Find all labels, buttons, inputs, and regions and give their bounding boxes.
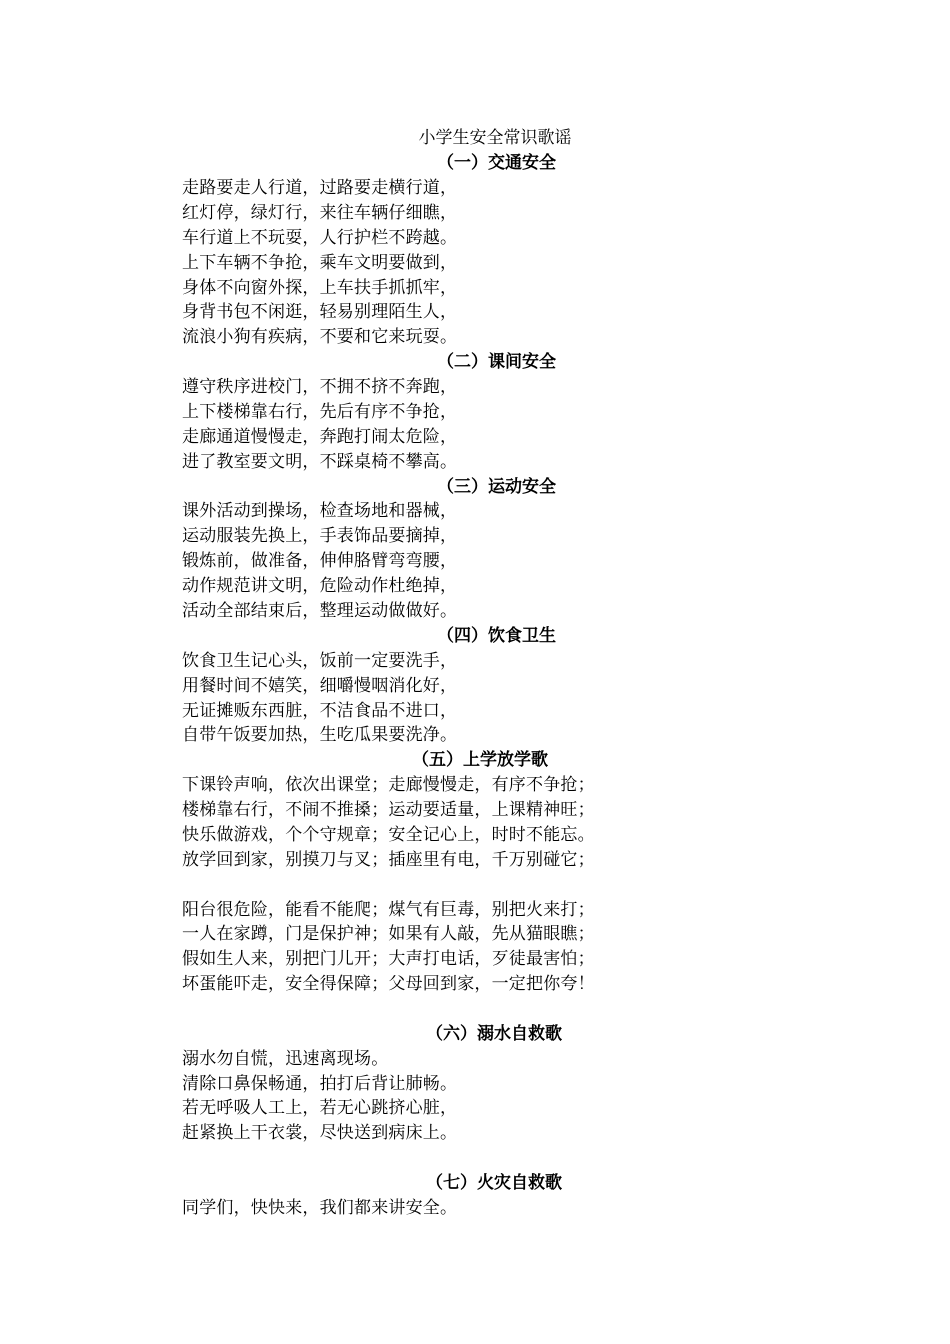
poem-line: 动作规范讲文明，危险动作杜绝掉， [182, 576, 458, 596]
poem-line: 饮食卫生记心头，饭前一定要洗手， [182, 651, 458, 671]
section-heading-sports: （三）运动安全 [437, 477, 556, 497]
poem-line: 楼梯靠右行，不闹不推搡；运动要适量，上课精神旺； [182, 800, 595, 820]
section-heading-school-commute: （五）上学放学歌 [412, 750, 548, 770]
poem-line: 溺水勿自慌，迅速离现场。 [182, 1049, 389, 1069]
poem-line: 红灯停，绿灯行，来往车辆仔细瞧， [182, 203, 458, 223]
section-heading-drowning: （六）溺水自救歌 [426, 1024, 562, 1044]
poem-line: 清除口鼻保畅通，拍打后背让肺畅。 [182, 1074, 458, 1094]
poem-line: 走路要走人行道，过路要走横行道， [182, 178, 458, 198]
poem-line: 上下车辆不争抢，乘车文明要做到， [182, 253, 458, 273]
poem-line: 课外活动到操场，检查场地和器械， [182, 501, 458, 521]
poem-line: 赶紧换上干衣裳，尽快送到病床上。 [182, 1123, 458, 1143]
poem-line: 流浪小狗有疾病，不要和它来玩耍。 [182, 327, 458, 347]
section-heading-food: （四）饮食卫生 [437, 626, 556, 646]
poem-line: 遵守秩序进校门，不拥不挤不奔跑， [182, 377, 458, 397]
document-title: 小学生安全常识歌谣 [418, 128, 572, 148]
poem-line: 一人在家蹲，门是保护神；如果有人敲，先从猫眼瞧； [182, 924, 595, 944]
poem-line: 坏蛋能吓走，安全得保障；父母回到家，一定把你夸！ [182, 974, 595, 994]
poem-line: 自带午饭要加热，生吃瓜果要洗净。 [182, 725, 458, 745]
poem-line: 同学们，快快来，我们都来讲安全。 [182, 1198, 458, 1218]
poem-line: 放学回到家，别摸刀与叉；插座里有电，千万别碰它； [182, 850, 595, 870]
poem-line: 快乐做游戏，个个守规章；安全记心上，时时不能忘。 [182, 825, 595, 845]
poem-line: 若无呼吸人工上，若无心跳挤心脏， [182, 1098, 458, 1118]
poem-line: 假如生人来，别把门儿开；大声打电话，歹徒最害怕； [182, 949, 595, 969]
poem-line: 锻炼前，做准备，伸伸胳臂弯弯腰， [182, 551, 458, 571]
poem-line: 进了教室要文明，不踩桌椅不攀高。 [182, 452, 458, 472]
poem-line: 车行道上不玩耍，人行护栏不跨越。 [182, 228, 458, 248]
section-heading-traffic: （一）交通安全 [437, 153, 556, 173]
poem-line: 阳台很危险，能看不能爬；煤气有巨毒，别把火来打； [182, 900, 595, 920]
poem-line: 走廊通道慢慢走，奔跑打闹太危险， [182, 427, 458, 447]
poem-line: 无证摊贩东西脏，不洁食品不进口， [182, 701, 458, 721]
poem-line: 身体不向窗外探，上车扶手抓抓牢， [182, 278, 458, 298]
poem-line: 身背书包不闲逛，轻易别理陌生人， [182, 302, 458, 322]
poem-line: 活动全部结束后，整理运动做做好。 [182, 601, 458, 621]
poem-line: 上下楼梯靠右行，先后有序不争抢， [182, 402, 458, 422]
section-heading-fire: （七）火灾自救歌 [426, 1173, 562, 1193]
section-heading-recess: （二）课间安全 [437, 352, 556, 372]
poem-line: 用餐时间不嬉笑，细嚼慢咽消化好， [182, 676, 458, 696]
poem-line: 运动服装先换上，手表饰品要摘掉， [182, 526, 458, 546]
poem-line: 下课铃声响，依次出课堂；走廊慢慢走，有序不争抢； [182, 775, 595, 795]
